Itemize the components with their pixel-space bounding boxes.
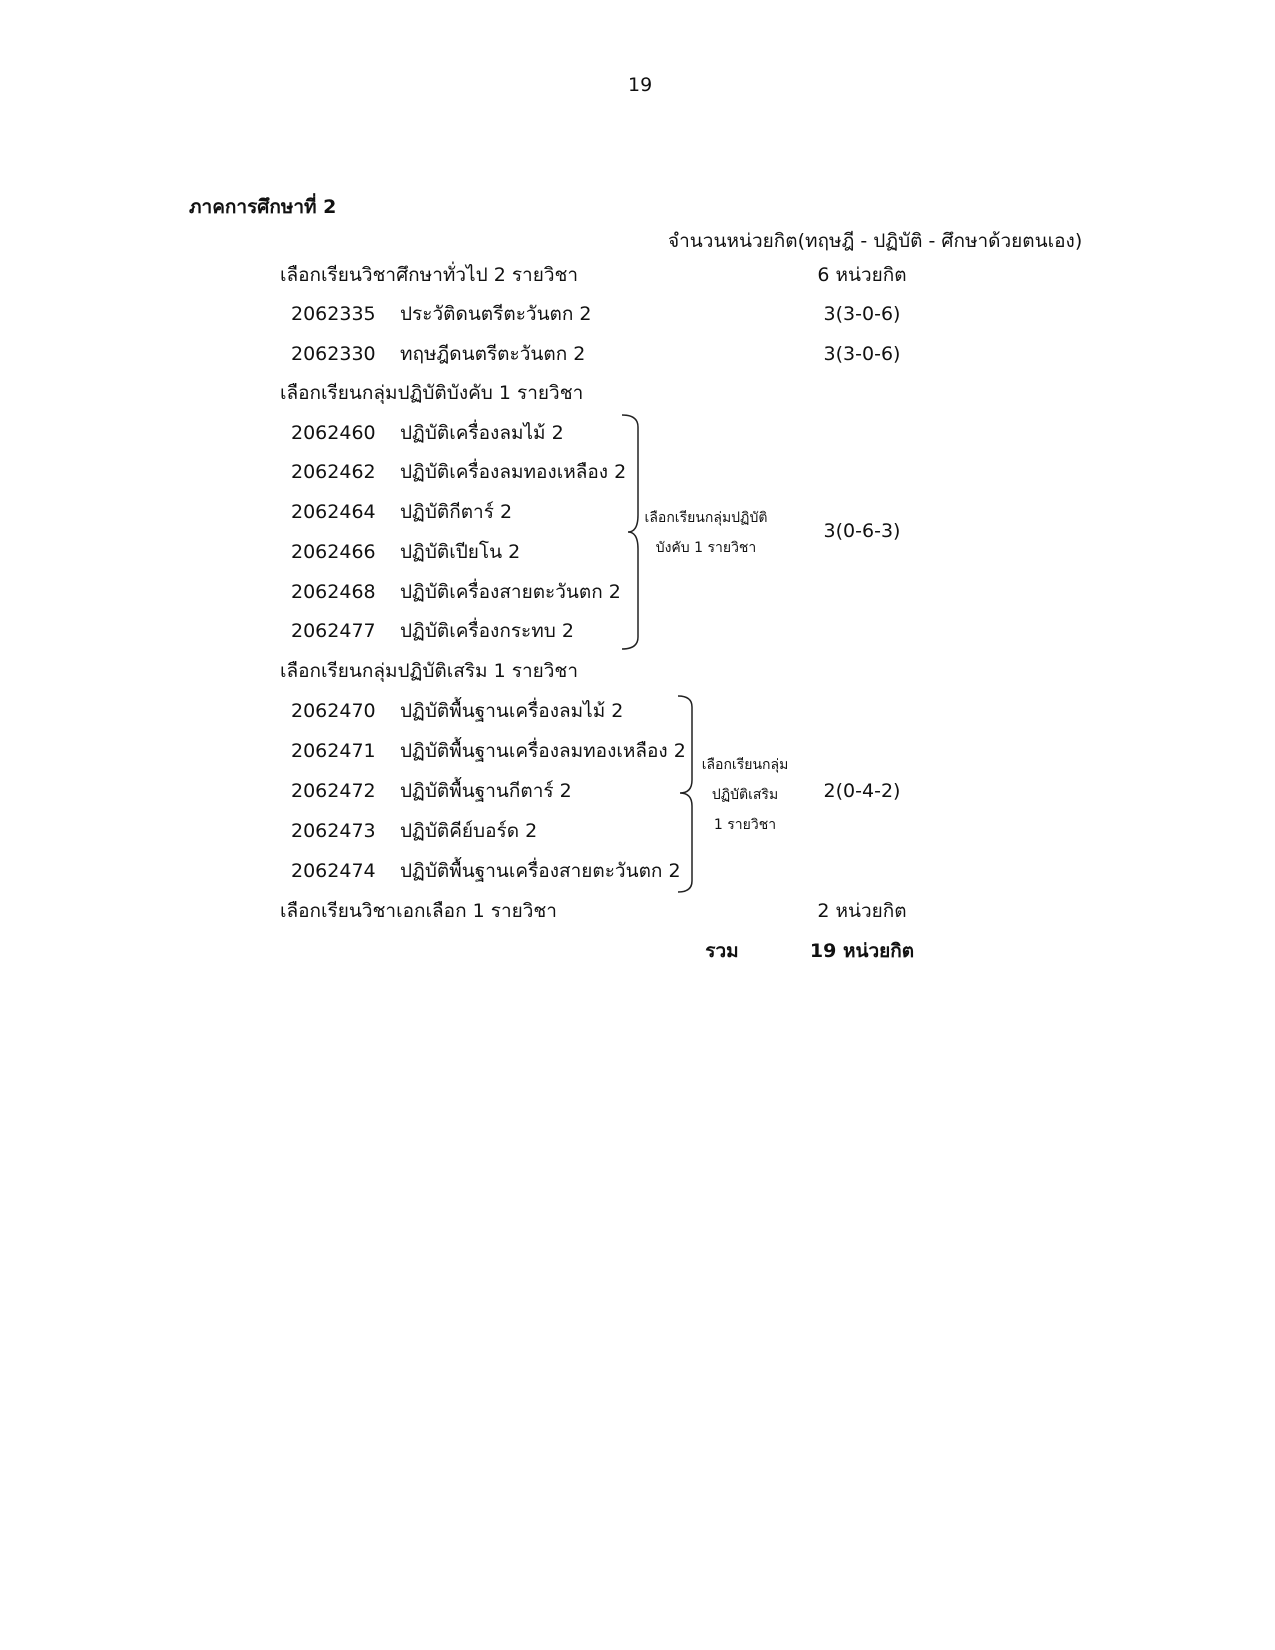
supplementary-group-brace-note-line3: 1 รายวิชา	[713, 817, 777, 833]
total-credits: 19 หน่วยกิต	[809, 940, 915, 962]
course-name: ปฏิบัติเครื่องลมไม้ 2	[400, 422, 564, 444]
total-label: รวม	[705, 940, 739, 962]
compulsory-group-brace-note-line2: บังคับ 1 รายวิชา	[655, 540, 757, 556]
course-code: 2062330	[291, 343, 376, 365]
compulsory-group-brace-note-line1: เลือกเรียนกลุ่มปฏิบัติ	[644, 510, 768, 526]
group-major-elective-label: เลือกเรียนวิชาเอกเลือก 1 รายวิชา	[280, 900, 557, 922]
course-code: 2062474	[291, 860, 376, 882]
course-name: ปฏิบัติกีตาร์ 2	[400, 501, 513, 523]
course-name: ปฏิบัติคีย์บอร์ด 2	[400, 820, 538, 842]
compulsory-group-credits: 3(0-6-3)	[823, 520, 901, 542]
group-general-education-label: เลือกเรียนวิชาศึกษาทั่วไป 2 รายวิชา	[280, 264, 579, 286]
course-name: ปฏิบัติเครื่องลมทองเหลือง 2	[400, 461, 627, 483]
supplementary-group-credits: 2(0-4-2)	[823, 780, 901, 802]
group-major-elective-credits: 2 หน่วยกิต	[817, 900, 907, 922]
supplementary-group-brace	[676, 694, 706, 896]
course-code: 2062460	[291, 422, 376, 444]
course-name: ปฏิบัติพื้นฐานเครื่องสายตะวันตก 2	[400, 860, 681, 882]
course-code: 2062472	[291, 780, 376, 802]
semester-heading: ภาคการศึกษาที่ 2	[189, 196, 337, 218]
course-code: 2062462	[291, 461, 376, 483]
supplementary-group-brace-note-line1: เลือกเรียนกลุ่ม	[701, 757, 789, 773]
course-code: 2062468	[291, 581, 376, 603]
course-name: ปฏิบัติเครื่องสายตะวันตก 2	[400, 581, 621, 603]
course-name: ปฏิบัติพื้นฐานกีตาร์ 2	[400, 780, 572, 802]
course-code: 2062477	[291, 620, 376, 642]
course-credits: 3(3-0-6)	[823, 303, 901, 325]
course-credits: 3(3-0-6)	[823, 343, 901, 365]
credits-column-header: จำนวนหน่วยกิต(ทฤษฎี - ปฏิบัติ - ศึกษาด้วยตนเอง)	[668, 230, 1083, 252]
course-name: ปฏิบัติเปียโน 2	[400, 541, 521, 563]
group-compulsory-practice-label: เลือกเรียนกลุ่มปฏิบัติบังคับ 1 รายวิชา	[280, 382, 584, 404]
group-general-education-credits: 6 หน่วยกิต	[817, 264, 907, 286]
course-name: ปฏิบัติพื้นฐานเครื่องลมทองเหลือง 2	[400, 740, 686, 762]
compulsory-group-brace	[620, 413, 650, 653]
supplementary-group-brace-note-line2: ปฏิบัติเสริม	[711, 787, 779, 803]
course-name: ปฏิบัติเครื่องกระทบ 2	[400, 620, 574, 642]
course-code: 2062466	[291, 541, 376, 563]
course-name: ประวัติดนตรีตะวันตก 2	[400, 303, 592, 325]
course-code: 2062471	[291, 740, 376, 762]
course-code: 2062335	[291, 303, 376, 325]
group-supplementary-practice-label: เลือกเรียนกลุ่มปฏิบัติเสริม 1 รายวิชา	[280, 660, 578, 682]
course-name: ปฏิบัติพื้นฐานเครื่องลมไม้ 2	[400, 700, 624, 722]
page-number: 19	[628, 74, 653, 96]
course-code: 2062473	[291, 820, 376, 842]
course-code: 2062470	[291, 700, 376, 722]
course-name: ทฤษฎีดนตรีตะวันตก 2	[400, 343, 586, 365]
course-code: 2062464	[291, 501, 376, 523]
